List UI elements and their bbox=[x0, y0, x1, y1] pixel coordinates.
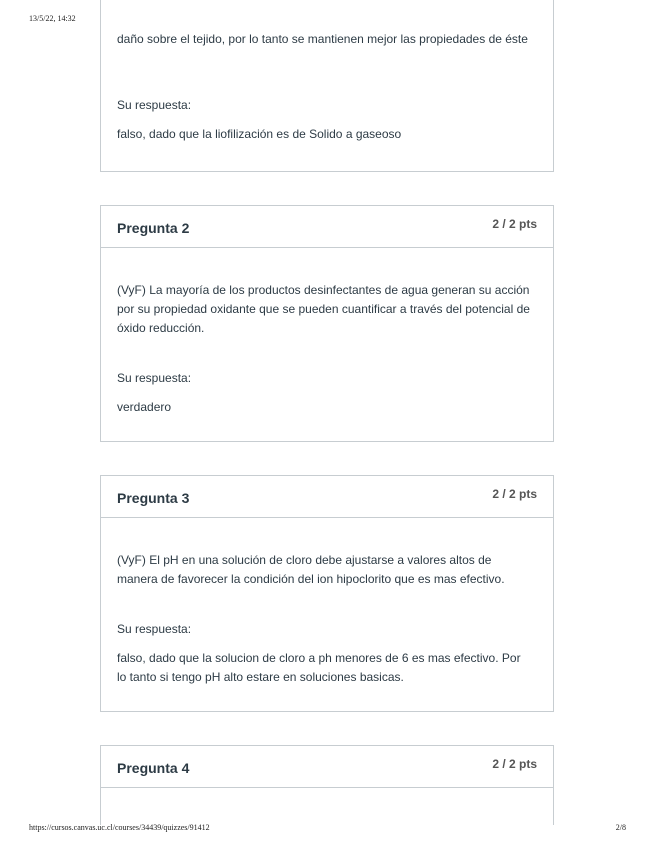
question-points: 2 / 2 pts bbox=[492, 217, 537, 231]
question-points: 2 / 2 pts bbox=[492, 487, 537, 501]
question-title: Pregunta 4 bbox=[117, 760, 190, 776]
question-title: Pregunta 3 bbox=[117, 490, 190, 506]
question-title: Pregunta 2 bbox=[117, 220, 190, 236]
question-header bbox=[101, 206, 553, 248]
answer-text: verdadero bbox=[117, 400, 172, 414]
question-text: (VyF) El pH en una solución de cloro debe ajustarse a valores altos de manera de favorecer la condición del ion hipoclorito que es mas efectivo. bbox=[117, 553, 505, 586]
answer-label: Su respuesta: bbox=[117, 98, 192, 112]
question-header bbox=[101, 746, 553, 788]
answer-text: falso, dado que la solucion de cloro a ph menores de 6 es mas efectivo. Por lo tanto si tengo pH alto estare en soluciones basicas. bbox=[117, 651, 521, 684]
answer-text: falso, dado que la liofilización es de Solido a gaseoso bbox=[117, 127, 402, 141]
question-card-1 bbox=[100, 0, 554, 172]
print-page-number: 2/8 bbox=[615, 823, 626, 832]
question-card-2 bbox=[100, 205, 554, 442]
print-url: https://cursos.canvas.uc.cl/courses/34439/quizzes/91412 bbox=[29, 823, 210, 832]
question-text: daño sobre el tejido, por lo tanto se mantienen mejor las propiedades de éste bbox=[117, 32, 528, 46]
answer-label: Su respuesta: bbox=[117, 622, 192, 636]
print-datetime: 13/5/22, 14:32 bbox=[29, 14, 76, 23]
print-footer bbox=[0, 823, 655, 837]
question-points: 2 / 2 pts bbox=[492, 757, 537, 771]
question-card-4 bbox=[100, 745, 554, 825]
answer-label: Su respuesta: bbox=[117, 371, 192, 385]
question-text: (VyF) La mayoría de los productos desinfectantes de agua generan su acción por su propiedad oxidante que se pueden cuantificar a través del potencial de óxido reducción. bbox=[117, 283, 530, 335]
question-header bbox=[101, 476, 553, 518]
question-card-3 bbox=[100, 475, 554, 712]
